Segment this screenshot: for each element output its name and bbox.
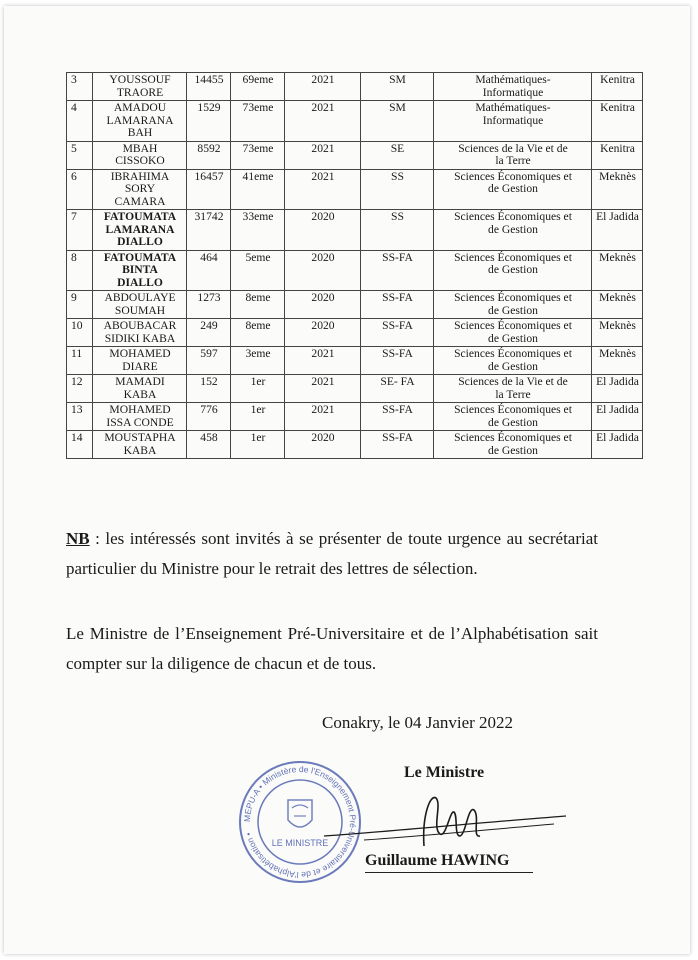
cell-name-line: TRAORE (116, 85, 164, 99)
cell-name-line: MOHAMED (109, 403, 171, 416)
cell-city: Meknès (592, 291, 643, 319)
table-row (67, 141, 643, 169)
cell-filiere-line: de Gestion (488, 331, 538, 345)
stamp-ring-text: MEPU-A • Ministère de l'Enseignement Pré-Universitaire et de l'Alphabétisation • (241, 763, 359, 881)
cell-city: Meknès (592, 250, 643, 291)
cell-serie: SS-FA (361, 250, 434, 291)
cell-name-line: MOHAMED (109, 347, 171, 360)
cell-rank: 8eme (231, 319, 285, 347)
cell-filiere (434, 375, 592, 403)
cell-year: 2020 (285, 319, 361, 347)
cell-name-line: ISSA CONDE (106, 415, 174, 429)
cell-rank: 5eme (231, 250, 285, 291)
cell-serie: SS-FA (361, 431, 434, 459)
cell-serie: SM (361, 101, 434, 142)
cell-city: Kenitra (592, 141, 643, 169)
cell-filiere-line: de Gestion (488, 182, 538, 195)
cell-name-line: SORY (124, 182, 156, 195)
cell-number: 7 (67, 210, 93, 251)
cell-year: 2021 (285, 73, 361, 101)
cell-name-line: CISSOKO (115, 154, 165, 167)
cell-filiere-line: Mathématiques- (475, 73, 551, 86)
cell-filiere-line: Sciences Économiques et (454, 291, 572, 304)
closing-paragraph: Le Ministre de l’Enseignement Pré-Universitaire et de l’Alphabétisation sait compter sur la diligence de chacun et de tous. (66, 624, 598, 673)
cell-score: 597 (187, 347, 231, 375)
cell-filiere-line: Informatique (482, 85, 544, 99)
note-paragraph (66, 524, 598, 584)
results-table (66, 72, 643, 459)
signatory-name: Guillaume HAWING (365, 852, 510, 869)
cell-serie: SE (361, 141, 434, 169)
cell-rank: 33eme (231, 210, 285, 251)
cell-rank: 41eme (231, 169, 285, 210)
cell-name-line: DIALLO (117, 235, 163, 248)
cell-year: 2020 (285, 431, 361, 459)
cell-score: 1273 (187, 291, 231, 319)
cell-score: 8592 (187, 141, 231, 169)
cell-filiere-line: de Gestion (488, 359, 538, 373)
cell-score: 14455 (187, 73, 231, 101)
cell-name-line: BAH (127, 126, 153, 139)
cell-serie: SS-FA (361, 403, 434, 431)
cell-score: 31742 (187, 210, 231, 251)
cell-name-line: CAMARA (114, 194, 166, 208)
cell-name (93, 431, 187, 459)
cell-filiere (434, 403, 592, 431)
cell-rank: 73eme (231, 101, 285, 142)
results-table-body (67, 73, 643, 459)
cell-name (93, 73, 187, 101)
cell-serie: SE- FA (361, 375, 434, 403)
cell-filiere-line: de Gestion (488, 415, 538, 429)
cell-serie: SS (361, 169, 434, 210)
cell-name-line: BINTA (122, 263, 158, 276)
cell-year: 2021 (285, 375, 361, 403)
cell-filiere-line: Sciences Économiques et (454, 210, 572, 223)
cell-score: 152 (187, 375, 231, 403)
cell-serie: SS (361, 210, 434, 251)
cell-score: 249 (187, 319, 231, 347)
cell-name (93, 375, 187, 403)
cell-number: 14 (67, 431, 93, 459)
cell-filiere (434, 291, 592, 319)
cell-filiere-line: de Gestion (488, 443, 538, 457)
cell-city: El Jadida (592, 431, 643, 459)
cell-year: 2020 (285, 250, 361, 291)
cell-name (93, 319, 187, 347)
cell-filiere-line: Sciences de la Vie et de (458, 375, 568, 388)
cell-name (93, 403, 187, 431)
cell-number: 12 (67, 375, 93, 403)
cell-name-line: DIARE (122, 359, 158, 373)
handwritten-signature (304, 776, 574, 856)
cell-name-line: ABDOULAYE (104, 291, 176, 304)
cell-filiere (434, 319, 592, 347)
cell-year: 2020 (285, 210, 361, 251)
cell-name (93, 347, 187, 375)
cell-rank: 1er (231, 375, 285, 403)
cell-number: 11 (67, 347, 93, 375)
cell-filiere (434, 169, 592, 210)
cell-rank: 69eme (231, 73, 285, 101)
date-line: Conakry, le 04 Janvier 2022 (322, 713, 514, 732)
note-label: NB (66, 529, 90, 548)
cell-filiere-line: Sciences Économiques et (454, 250, 572, 264)
table-row (67, 319, 643, 347)
cell-filiere-line: Informatique (482, 113, 544, 127)
cell-name-line: IBRAHIMA (110, 169, 170, 183)
cell-year: 2021 (285, 169, 361, 210)
cell-filiere-line: de Gestion (488, 303, 538, 317)
table-row (67, 431, 643, 459)
cell-filiere-line: Sciences Économiques et (454, 347, 572, 360)
cell-score: 458 (187, 431, 231, 459)
cell-city: Meknès (592, 319, 643, 347)
cell-filiere-line: Sciences Économiques et (454, 169, 572, 183)
table-row (67, 210, 643, 251)
cell-number: 3 (67, 73, 93, 101)
cell-name-line: LAMARANA (106, 113, 174, 127)
cell-name-line: DIALLO (117, 275, 163, 289)
cell-year: 2021 (285, 403, 361, 431)
table-row (67, 375, 643, 403)
cell-filiere-line: Sciences Économiques et (454, 403, 572, 416)
cell-year: 2021 (285, 101, 361, 142)
cell-rank: 73eme (231, 141, 285, 169)
cell-year: 2021 (285, 141, 361, 169)
cell-serie: SS-FA (361, 347, 434, 375)
cell-name-line: YOUSSOUF (109, 73, 171, 86)
cell-number: 6 (67, 169, 93, 210)
cell-city: El Jadida (592, 403, 643, 431)
cell-city: Meknès (592, 347, 643, 375)
cell-filiere (434, 347, 592, 375)
cell-city: Meknès (592, 169, 643, 210)
cell-number: 9 (67, 291, 93, 319)
cell-city: El Jadida (592, 210, 643, 251)
cell-score: 776 (187, 403, 231, 431)
cell-filiere (434, 141, 592, 169)
table-row (67, 169, 643, 210)
cell-filiere-line: Sciences Économiques et (454, 431, 572, 444)
cell-name-line: KABA (123, 387, 157, 401)
cell-year: 2020 (285, 291, 361, 319)
cell-score: 1529 (187, 101, 231, 142)
cell-year: 2021 (285, 347, 361, 375)
note-text: : les intéressés sont invités à se présenter de toute urgence au secrétariat particulier du Ministre pour le retrait des lettres de sélection. (66, 529, 598, 578)
cell-rank: 1er (231, 431, 285, 459)
cell-serie: SM (361, 73, 434, 101)
cell-number: 8 (67, 250, 93, 291)
cell-name-line: SIDIKI KABA (104, 331, 176, 345)
cell-number: 13 (67, 403, 93, 431)
signatory-role: Le Ministre (404, 764, 485, 781)
cell-name-line: LAMARANA (105, 222, 175, 236)
cell-name (93, 141, 187, 169)
stamp-center-text: LE MINISTRE (271, 838, 329, 848)
table-row (67, 250, 643, 291)
cell-name-line: ABOUBACAR (103, 319, 177, 332)
cell-filiere-line: Sciences de la Vie et de (458, 141, 568, 155)
cell-city: Kenitra (592, 73, 643, 101)
signatory-underline (365, 872, 533, 873)
cell-serie: SS-FA (361, 291, 434, 319)
cell-name-line: FATOUMATA (103, 250, 177, 264)
cell-score: 464 (187, 250, 231, 291)
cell-name (93, 101, 187, 142)
cell-name (93, 169, 187, 210)
cell-number: 10 (67, 319, 93, 347)
cell-filiere-line: la Terre (495, 154, 531, 167)
cell-name (93, 250, 187, 291)
cell-number: 4 (67, 101, 93, 142)
cell-filiere (434, 73, 592, 101)
cell-name-line: KABA (123, 443, 157, 457)
cell-filiere (434, 101, 592, 142)
cell-name-line: AMADOU (113, 101, 167, 114)
cell-filiere-line: de Gestion (488, 222, 538, 236)
cell-name-line: SOUMAH (114, 303, 166, 317)
cell-city: El Jadida (592, 375, 643, 403)
cell-name-line: MBAH (122, 141, 158, 155)
cell-filiere (434, 250, 592, 291)
cell-rank: 3eme (231, 347, 285, 375)
table-row (67, 403, 643, 431)
cell-serie: SS-FA (361, 319, 434, 347)
cell-name (93, 291, 187, 319)
cell-filiere-line: Sciences Économiques et (454, 319, 572, 332)
cell-name-line: MAMADI (115, 375, 165, 388)
cell-filiere (434, 210, 592, 251)
cell-filiere-line: de Gestion (488, 263, 538, 276)
cell-rank: 1er (231, 403, 285, 431)
cell-filiere-line: Mathématiques- (475, 101, 551, 114)
cell-name-line: MOUSTAPHA (104, 431, 176, 444)
cell-name-line: FATOUMATA (103, 210, 177, 223)
cell-rank: 8eme (231, 291, 285, 319)
table-row (67, 73, 643, 101)
cell-score: 16457 (187, 169, 231, 210)
cell-number: 5 (67, 141, 93, 169)
table-row (67, 347, 643, 375)
table-row (67, 101, 643, 142)
cell-name (93, 210, 187, 251)
cell-filiere-line: la Terre (495, 387, 531, 401)
table-row (67, 291, 643, 319)
document-page (4, 6, 690, 954)
cell-filiere (434, 431, 592, 459)
cell-city: Kenitra (592, 101, 643, 142)
